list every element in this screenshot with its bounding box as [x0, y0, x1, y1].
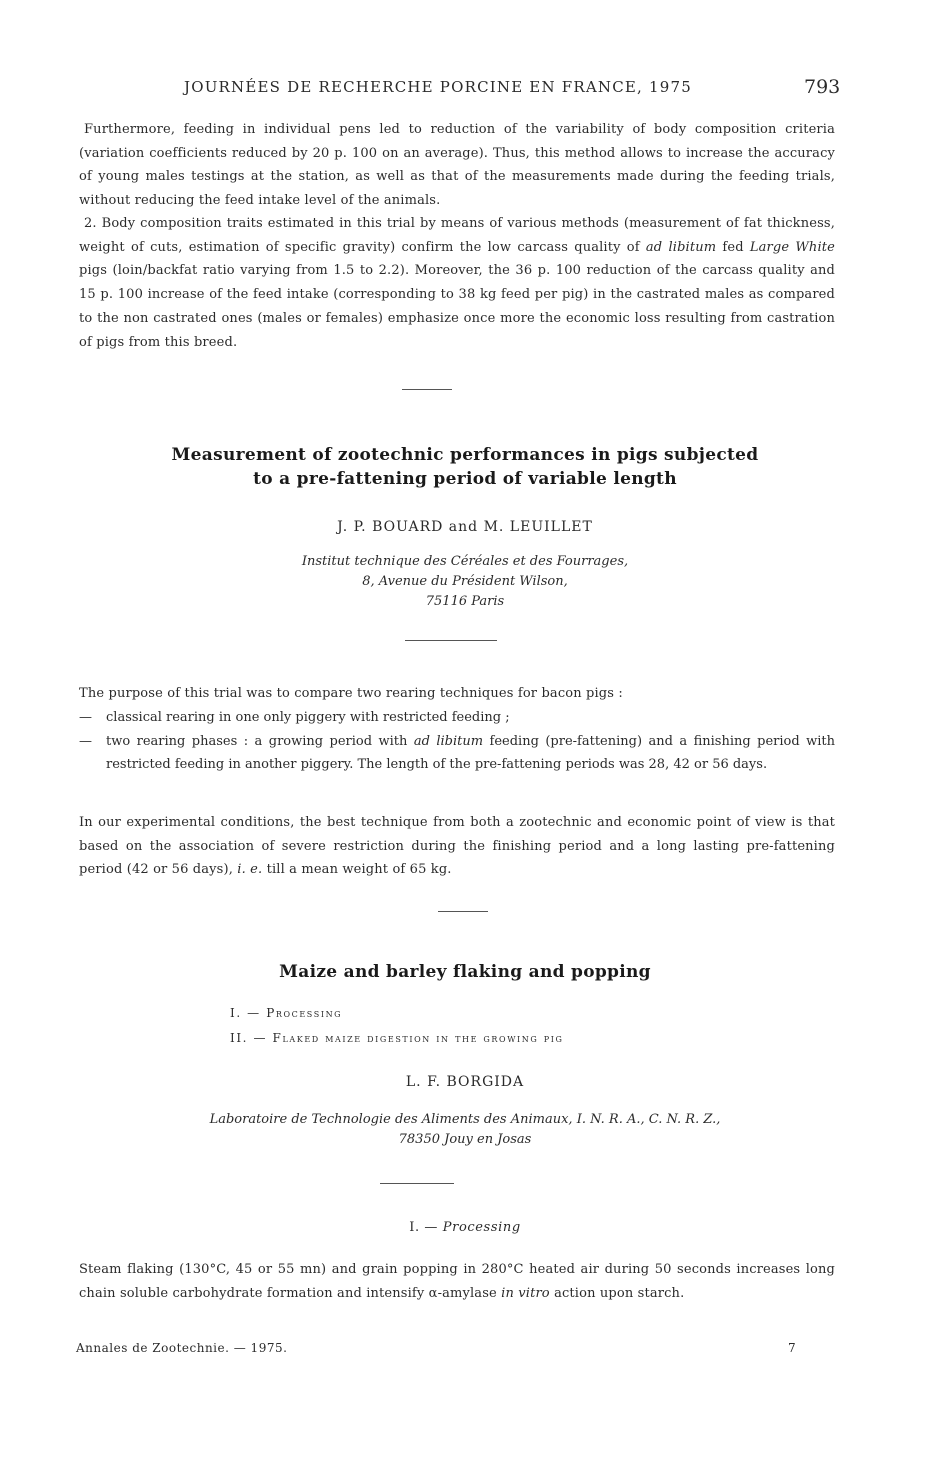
list-item-text: classical rearing in one only piggery with restricted feeding ; [106, 710, 510, 725]
article-2-part-2 [230, 1031, 564, 1045]
part-2-label: Flaked maize digestion in the growing pig [272, 1031, 564, 1045]
intro-p2-text-b: fed [716, 239, 750, 255]
article-1-title-line-1: Measurement of zootechnic performances in pigs subjected [171, 445, 759, 465]
article-2-part-1 [230, 1006, 342, 1020]
list-item [79, 730, 835, 777]
part-2-number: II. — [230, 1031, 273, 1045]
footer-sheet-number: 7 [788, 1341, 796, 1355]
running-title: JOURNÉES DE RECHERCHE PORCINE EN FRANCE, 1975 [184, 78, 692, 96]
article-2-affiliation [0, 1110, 930, 1150]
intro-p2-text-c: pigs (loin/backfat ratio varying from 1.5 to 2.2). Moreover, the 36 p. 100 reduction of the carcass quality and 15 p. 100 increase of the feed intake (corresponding to 38 kg feed per pig) in the castrated males as compared to the non castrated ones (males or females) emphasize once more the economic loss resulting from castration of pigs from this breed. [79, 263, 835, 350]
intro-paragraph-1 [79, 118, 835, 213]
article-2-body [79, 1258, 835, 1305]
article-1-affiliation [0, 552, 930, 612]
intro-p2-text-a: 2. Body composition traits estimated in this trial by means of various methods (measurement of fat thickness, weight of cuts, estimation of specific gravity) confirm the low carcass quality of [79, 216, 835, 255]
part-1-label: Processing [266, 1006, 343, 1020]
article-1-lead: The purpose of this trial was to compare two rearing techniques for bacon pigs : [79, 686, 623, 701]
conclusion-text-a: In our experimental conditions, the best technique from both a zootechnic and economic point of view is that based on the association of severe restriction during the finishing period and a long lasting pre-fattening period (42 or 56 days), [79, 815, 835, 878]
page-number: 793 [804, 76, 841, 98]
article-1-title-line-2: to a pre-fattening period of variable length [253, 469, 677, 489]
footer-journal: Annales de Zootechnie. — 1975. [76, 1341, 288, 1355]
intro-paragraph-2 [79, 212, 835, 354]
running-header [0, 78, 930, 102]
article-1-authors: J. P. BOUARD and M. LEUILLET [337, 519, 593, 535]
list-dash: — [79, 710, 92, 725]
section-title: Processing [442, 1220, 521, 1235]
article-1-technique-list [79, 706, 835, 777]
body-text-b: action upon starch. [549, 1285, 685, 1301]
body-italic-in-vitro: in vitro [501, 1285, 550, 1301]
list-dash: — [79, 733, 92, 749]
section-divider [402, 389, 452, 390]
article-2-title: Maize and barley flaking and popping [279, 962, 651, 982]
article-2-authors: L. F. BORGIDA [405, 1074, 525, 1090]
conclusion-italic: i. e. [237, 862, 263, 878]
intro-paragraph-1-text: Furthermore, feeding in individual pens led to reduction of the variability of body composition criteria (variation coefficients reduced by 20 p. 100 on an average). Thus, this method allows to increase the accuracy of young males testings at the station, as well as that of the measurements made during the feeding trials, without reducing the feed intake level of the animals. [79, 122, 835, 209]
article-2-affiliation-line-2: 78350 Jouy en Josas [398, 1132, 532, 1147]
page-footer [0, 1341, 930, 1361]
list-item-italic: ad libitum [413, 733, 484, 749]
conclusion-text-b: till a mean weight of 65 kg. [262, 862, 452, 878]
list-item-text-a: two rearing phases : a growing period with [106, 733, 414, 749]
article-1-affiliation-line-1: Institut technique des Céréales et des Fourrages, [301, 554, 629, 569]
section-divider [438, 911, 488, 912]
list-item [79, 706, 835, 730]
section-heading-processing [0, 1220, 930, 1235]
intro-p2-italic-ad-libitum: ad libitum [645, 239, 717, 255]
section-divider [380, 1183, 454, 1184]
section-number: I. — [409, 1220, 443, 1235]
list-item-text-b: feeding (pre-fattening) and a finishing period with restricted feeding in another piggery. The length of the pre-fattening periods was 28, 42 or 56 days. [106, 733, 835, 773]
intro-p2-italic-large-white: Large White [749, 239, 835, 255]
body-text-a: Steam flaking (130°C, 45 or 55 mn) and grain popping in 280°C heated air during 50 seconds increases long chain soluble carbohydrate formation and intensify α-amylase [79, 1262, 835, 1301]
article-1-affiliation-line-2: 8, Avenue du Président Wilson, [362, 574, 568, 589]
article-1-affiliation-line-3: 75116 Paris [425, 594, 505, 609]
article-1-conclusion [79, 811, 835, 882]
article-2-affiliation-line-1: Laboratoire de Technologie des Aliments des Animaux, I. N. R. A., C. N. R. Z., [209, 1112, 721, 1127]
part-1-number: I. — [230, 1006, 267, 1020]
section-divider [405, 640, 497, 641]
article-1-title [0, 443, 930, 491]
